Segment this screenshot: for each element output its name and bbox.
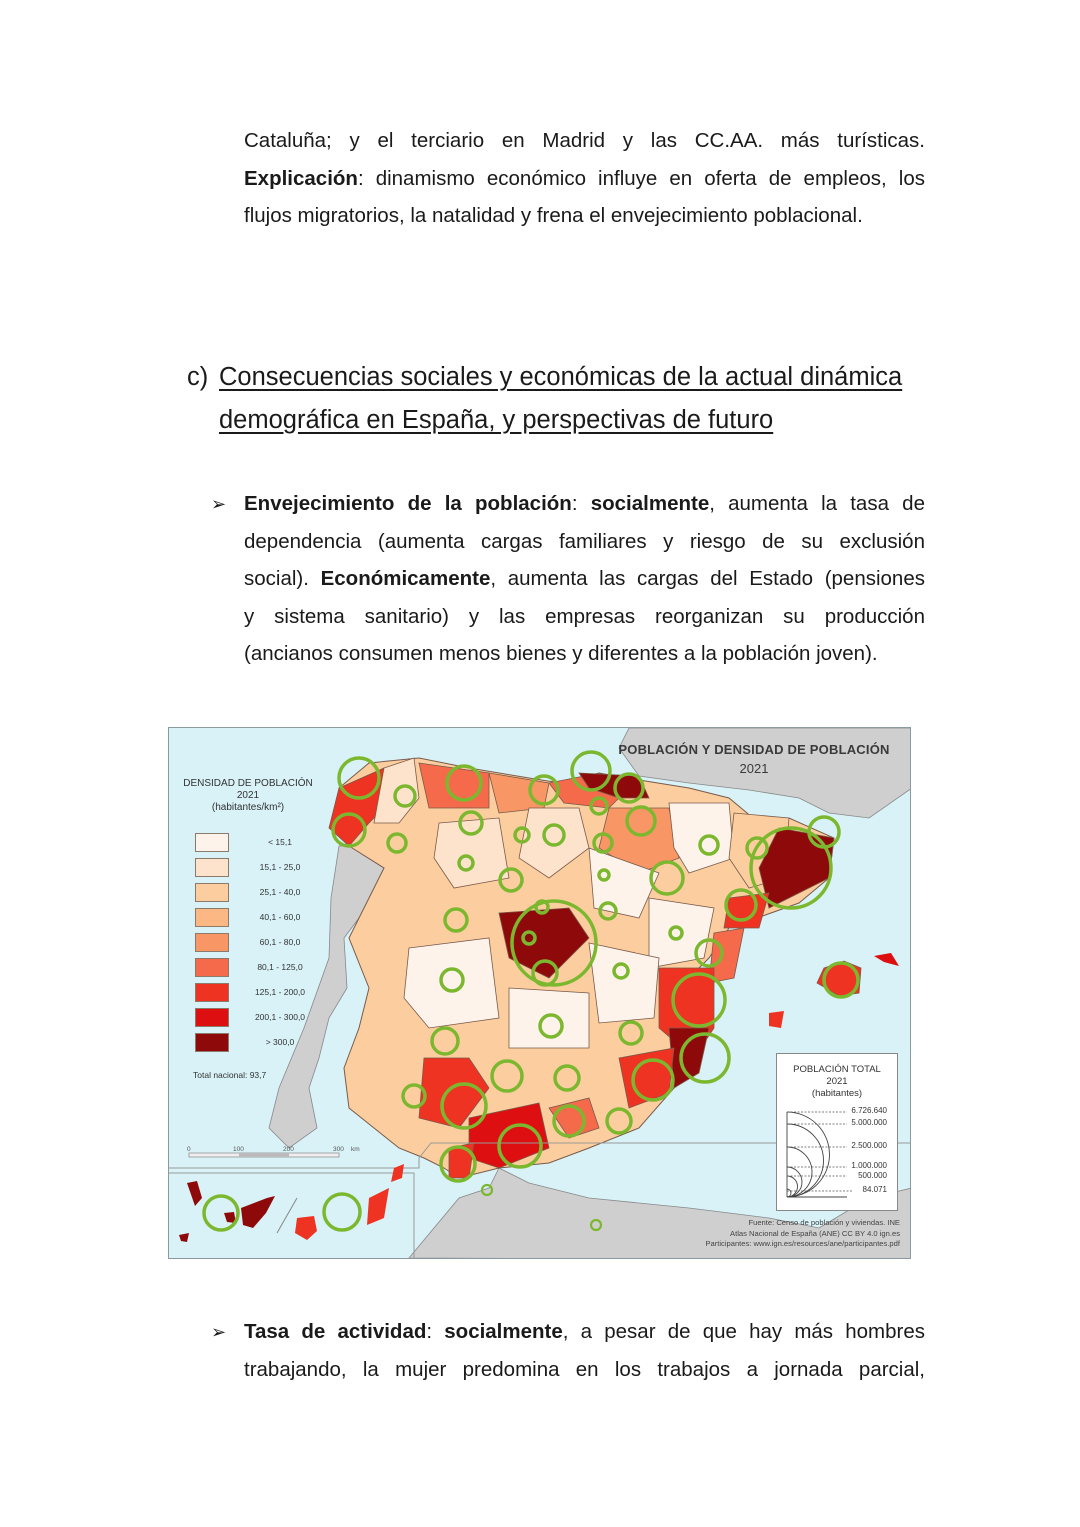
population-value-500k: 500.000 (858, 1171, 887, 1180)
text-run: , aumenta las cargas del Estado (pensiones (490, 567, 925, 590)
density-legend-item (195, 882, 301, 902)
density-legend-item (195, 832, 292, 852)
section-title-line-1: Consecuencias sociales y económicas de la actual dinámica (219, 363, 903, 391)
density-class-label: 25,1 - 40,0 (259, 887, 301, 897)
map-title: POBLACIÓN Y DENSIDAD DE POBLACIÓN (618, 742, 890, 757)
bullet-line (244, 523, 925, 561)
population-value-min: 84.071 (862, 1185, 887, 1194)
density-swatch (195, 908, 229, 927)
bullet-line (244, 598, 925, 636)
text-run: dependencia (aumenta cargas familiares y riesgo de su exclusión (244, 529, 925, 553)
density-swatch (195, 883, 229, 902)
population-value-2-5m: 2.500.000 (851, 1141, 887, 1150)
scale-tick-0: 0 (187, 1146, 191, 1153)
scale-tick-300: 300 (333, 1146, 344, 1153)
density-swatch (195, 983, 229, 1002)
explicacion-text: : dinamismo económico influye en oferta de empleos, los (357, 167, 925, 190)
bold-term: socialmente (590, 492, 710, 515)
density-class-label: 80,1 - 125,0 (257, 962, 303, 972)
bullet-line (244, 560, 925, 598)
bold-term: socialmente (444, 1320, 563, 1343)
density-legend-unit: (habitantes/km²) (211, 802, 285, 813)
density-swatch (195, 933, 229, 952)
density-swatch (195, 1033, 229, 1052)
text-run: : (426, 1320, 445, 1343)
text-run: trabajando, la mujer predomina en los trabajos a jornada parcial, (244, 1357, 925, 1381)
text-run: , aumenta la tasa de (709, 492, 925, 515)
scale-tick-200: 200 (283, 1146, 294, 1153)
bold-term: Tasa de actividad (244, 1320, 427, 1343)
bullet-arrow-icon: ➢ (211, 494, 227, 514)
density-legend-item (195, 932, 301, 952)
bullet-line (244, 485, 925, 523)
population-value-max: 6.726.640 (851, 1106, 887, 1115)
population-legend-unit: (habitantes) (811, 1088, 863, 1099)
population-value-5m: 5.000.000 (851, 1118, 887, 1127)
population-density-map (168, 727, 911, 1259)
source-line-1: Fuente: Censo de población y viviendas. INE (748, 1218, 900, 1227)
density-swatch (195, 833, 229, 852)
bullet-line (244, 635, 925, 673)
bullet-line (244, 1313, 925, 1351)
population-legend-heading: POBLACIÓN TOTAL (793, 1064, 881, 1075)
density-class-label: 200,1 - 300,0 (254, 1012, 306, 1022)
density-class-label: 15,1 - 25,0 (259, 862, 301, 872)
explicacion-label: Explicación (244, 167, 358, 190)
section-title (219, 356, 939, 442)
scale-unit: km (351, 1146, 360, 1153)
density-legend-item (195, 957, 303, 977)
density-swatch (195, 858, 229, 877)
density-class-label: 40,1 - 60,0 (259, 912, 301, 922)
text-run: : (571, 492, 591, 515)
map-year: 2021 (739, 761, 769, 776)
bullet-arrow-icon: ➢ (211, 1322, 227, 1342)
section-letter: c) (187, 363, 209, 391)
population-value-1m: 1.000.000 (851, 1161, 887, 1170)
density-legend-year: 2021 (236, 790, 260, 801)
density-legend-item (195, 982, 306, 1002)
density-swatch (195, 1008, 229, 1027)
bullet-line (244, 1351, 925, 1389)
density-legend-item (195, 907, 301, 927)
text-run: , a pesar de que hay más hombres (562, 1320, 925, 1343)
density-national-total: Total nacional: 93,7 (193, 1070, 267, 1080)
density-class-label: < 15,1 (268, 837, 292, 847)
scale-tick-100: 100 (233, 1146, 244, 1153)
text-run: y sistema sanitario) y las empresas reorganizan su producción (244, 604, 925, 628)
density-legend-item (195, 1032, 295, 1052)
source-line-3: Participantes: www.ign.es/resources/ane/participantes.pdf (705, 1239, 900, 1248)
density-legend-item (195, 1007, 306, 1027)
density-legend-item (195, 857, 301, 877)
bold-term: Económicamente (320, 567, 491, 590)
intro-line-2 (244, 160, 925, 198)
section-title-line-2: demográfica en España, y perspectivas de futuro (219, 406, 774, 434)
density-class-label: 60,1 - 80,0 (259, 937, 301, 947)
population-legend-year: 2021 (826, 1076, 848, 1087)
density-class-label: > 300,0 (265, 1037, 295, 1047)
density-legend-title (175, 778, 321, 814)
density-class-label: 125,1 - 200,0 (254, 987, 306, 997)
density-swatch (195, 958, 229, 977)
text-run: social). (244, 567, 321, 590)
intro-line-3: flujos migratorios, la natalidad y frena el envejecimiento poblacional. (244, 204, 863, 227)
bold-term: Envejecimiento de la población (244, 492, 572, 515)
map-source (580, 1218, 900, 1250)
source-line-2: Atlas Nacional de España (ANE) CC BY 4.0 ign.es (730, 1228, 900, 1238)
density-legend-heading: DENSIDAD DE POBLACIÓN (183, 778, 313, 789)
text-run: (ancianos consumen menos bienes y diferentes a la población joven). (244, 642, 878, 665)
population-legend (776, 1053, 898, 1211)
intro-line-1: Cataluña; y el terciario en Madrid y las CC.AA. más turísticas. (244, 129, 925, 152)
